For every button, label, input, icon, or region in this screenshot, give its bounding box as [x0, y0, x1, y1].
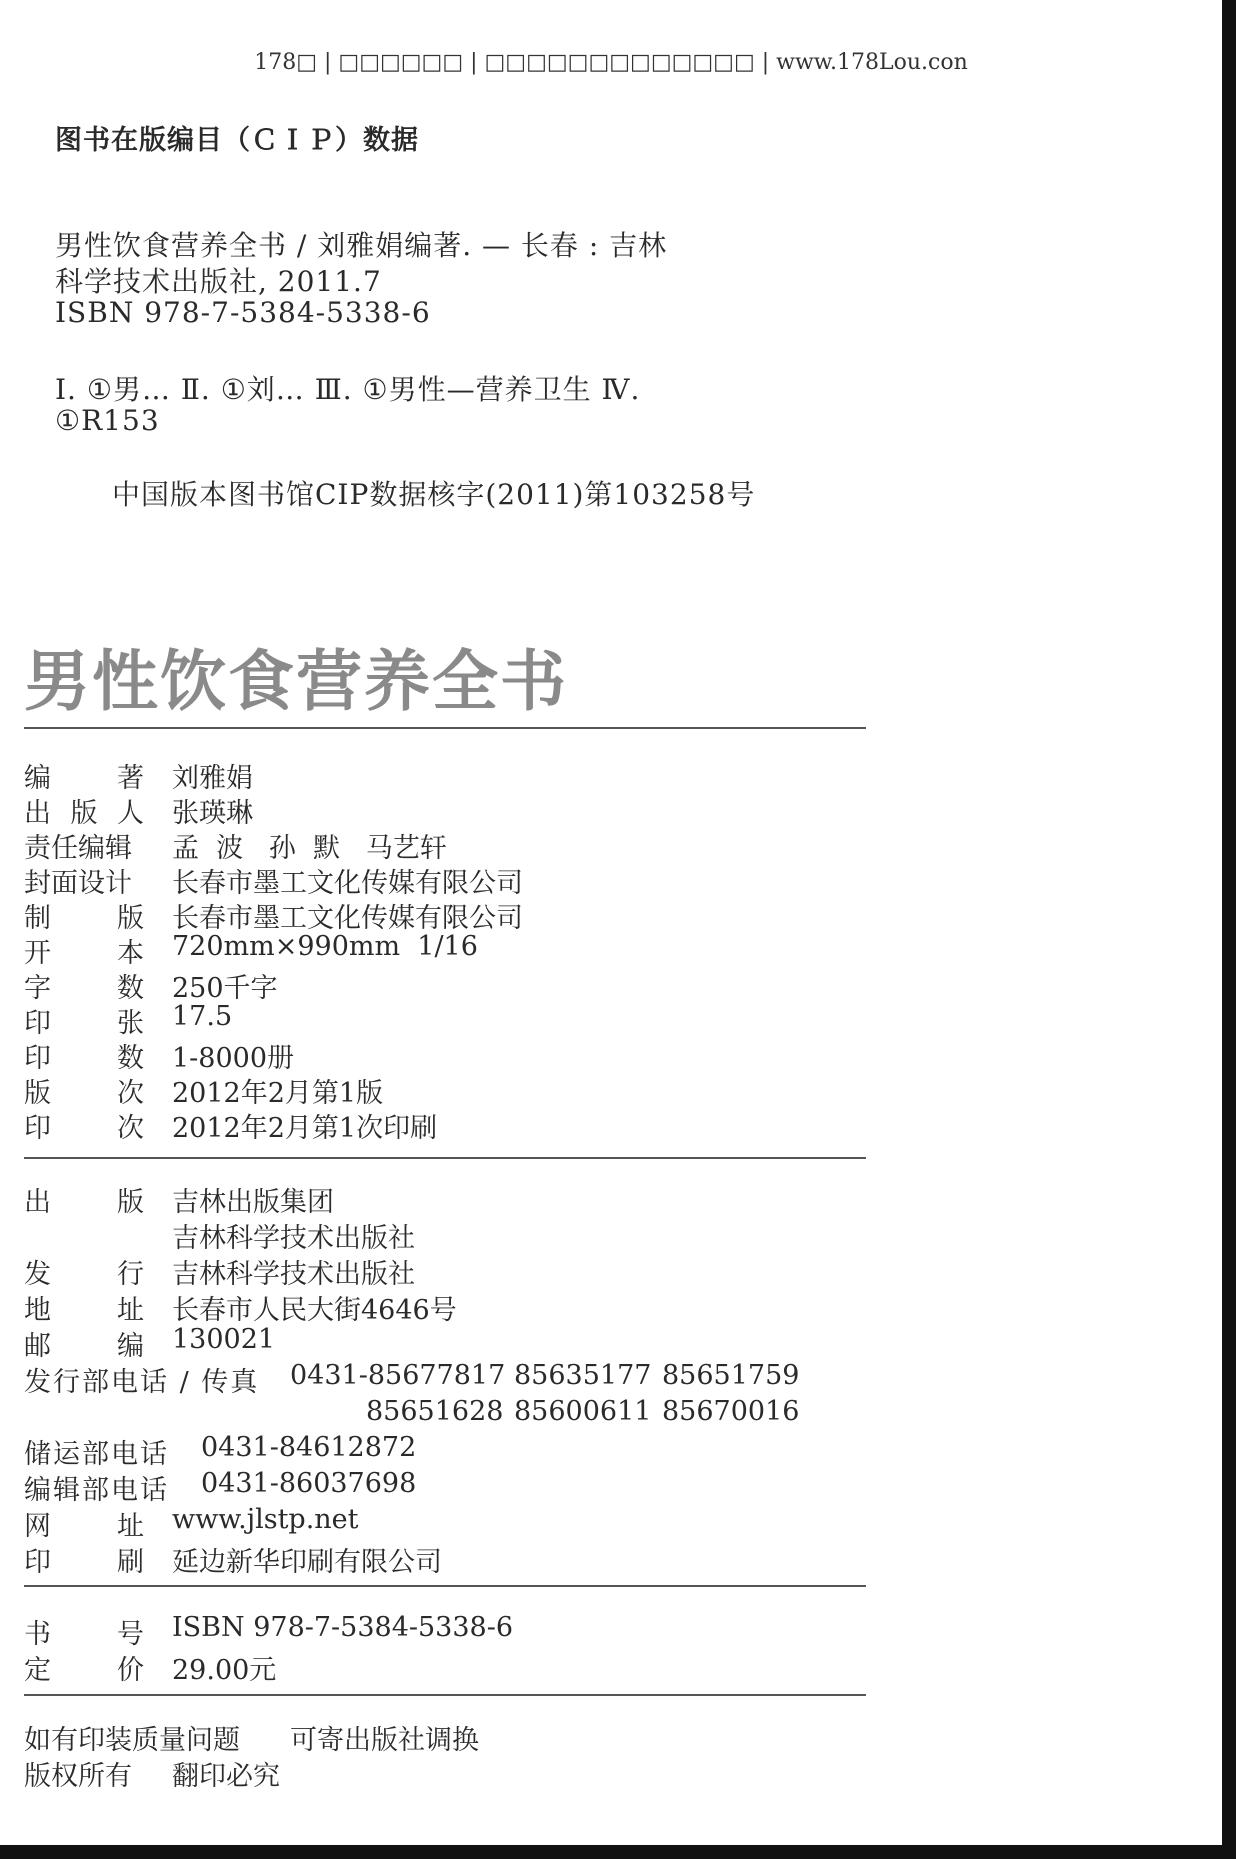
notice-text: 翻印必究 [172, 1761, 280, 1792]
credit-label: 责任编辑 [24, 833, 132, 864]
credit-value: 长春市墨工文化传媒有限公司 [172, 903, 523, 934]
publisher-label: 发行部电话 / 传真 [24, 1367, 260, 1398]
credit-label: 制 版 [24, 903, 144, 934]
credit-value: 2012年2月第1次印刷 [172, 1113, 438, 1144]
credit-value: 720mm×990mm 1/16 [172, 931, 478, 962]
credit-value: 1-8000册 [172, 1043, 295, 1074]
credit-label: 印 次 [24, 1113, 144, 1144]
page-edge-right [1222, 0, 1236, 1859]
cip-line-4: Ⅰ. ①男… Ⅱ. ①刘… Ⅲ. ①男性—营养卫生 Ⅳ. [55, 373, 641, 406]
divider [24, 1694, 866, 1696]
credit-label: 字 数 [24, 973, 144, 1004]
credit-value: 17.5 [172, 1001, 233, 1032]
notice-text: 如有印装质量问题 [24, 1725, 240, 1756]
credit-value: 250千字 [172, 973, 278, 1004]
credit-label: 编 著 [24, 763, 144, 794]
isbn-value: ISBN 978-7-5384-5338-6 [172, 1612, 514, 1643]
publisher-value: www.jlstp.net [172, 1504, 359, 1535]
publisher-value: 长春市人民大街4646号 [172, 1295, 457, 1326]
cip-line-2: 科学技术出版社, 2011.7 [55, 265, 382, 298]
cip-line-5: ①R153 [55, 404, 160, 437]
credit-label: 封面设计 [24, 868, 132, 899]
credit-label: 版 次 [24, 1078, 144, 1109]
cip-line-3: ISBN 978-7-5384-5338-6 [55, 296, 431, 329]
publisher-label: 编辑部电话 [24, 1475, 169, 1506]
divider [24, 1585, 866, 1587]
phone-number: 85635177 [514, 1360, 652, 1391]
phone-number: 85651628 [366, 1396, 504, 1427]
publisher-label: 网 址 [24, 1511, 144, 1542]
cip-title: 图书在版编目（ＣＩＰ）数据 [55, 125, 419, 156]
isbn-label: 书 号 [24, 1619, 144, 1650]
publisher-value: 吉林科学技术出版社 [172, 1223, 415, 1254]
page-edge-bottom [0, 1845, 1236, 1859]
publisher-value: 0431-86037698 [201, 1468, 417, 1499]
phone-number: 0431-85677817 [290, 1360, 506, 1391]
publisher-label: 印 刷 [24, 1547, 144, 1578]
credit-label: 印 张 [24, 1008, 144, 1039]
credit-label: 出 版 人 [24, 798, 144, 829]
credit-value: 张瑛琳 [172, 798, 253, 829]
divider [24, 1157, 866, 1159]
credit-value: 长春市墨工文化传媒有限公司 [172, 868, 523, 899]
publisher-label: 地 址 [24, 1295, 144, 1326]
credit-label: 开 本 [24, 938, 144, 969]
page-header: 178□ | □□□□□□ | □□□□□□□□□□□□□ | www.178Lou.con [254, 50, 968, 75]
publisher-label: 出 版 [24, 1187, 144, 1218]
phone-number: 85600611 [514, 1396, 652, 1427]
cip-line-1: 男性饮食营养全书 / 刘雅娟编著. — 长春 : 吉林 [55, 229, 668, 262]
publisher-value: 吉林科学技术出版社 [172, 1259, 415, 1290]
cip-line-6: 中国版本图书馆CIP数据核字(2011)第103258号 [112, 478, 756, 511]
publisher-value: 延边新华印刷有限公司 [172, 1547, 442, 1578]
credit-label: 印 数 [24, 1043, 144, 1074]
publisher-label: 邮 编 [24, 1331, 144, 1362]
price-value: 29.00元 [172, 1655, 277, 1686]
price-label: 定 价 [24, 1655, 144, 1686]
book-title: 男性饮食营养全书 [24, 642, 568, 720]
credit-value: 刘雅娟 [172, 763, 253, 794]
phone-number: 85670016 [662, 1396, 800, 1427]
publisher-value: 吉林出版集团 [172, 1187, 334, 1218]
publisher-value: 130021 [172, 1324, 276, 1355]
notice-text: 可寄出版社调换 [290, 1725, 479, 1756]
credit-value: 2012年2月第1版 [172, 1078, 384, 1109]
publisher-value: 0431-84612872 [201, 1432, 417, 1463]
credit-value: 孟 波 孙 默 马艺轩 [172, 833, 447, 864]
publisher-label: 发 行 [24, 1259, 144, 1290]
phone-number: 85651759 [662, 1360, 800, 1391]
notice-text: 版权所有 [24, 1761, 132, 1792]
divider [24, 727, 866, 729]
publisher-label: 储运部电话 [24, 1439, 169, 1470]
